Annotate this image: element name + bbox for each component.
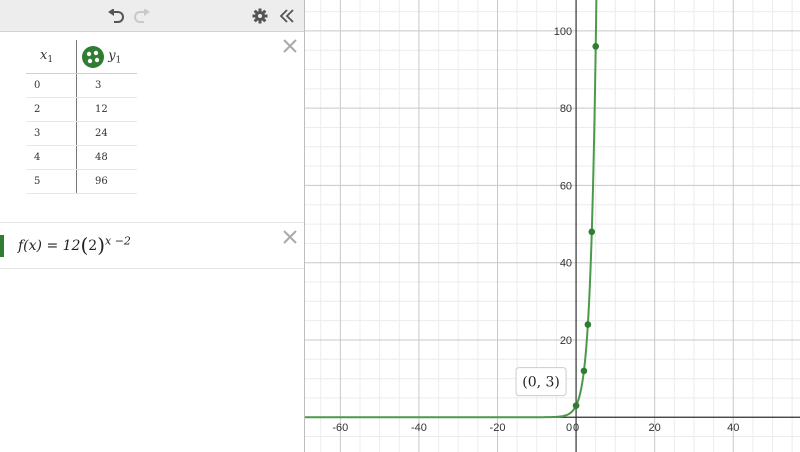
expression-toolbar [0,0,304,32]
data-point[interactable] [588,228,595,235]
expression-color-indicator[interactable] [0,235,4,257]
table-cell-x[interactable]: 3 [26,122,77,146]
x-tick-label: -40 [410,422,427,435]
table-cell-x[interactable]: 0 [26,74,77,98]
table-cell-y[interactable]: 24 [77,122,138,146]
data-point[interactable] [592,43,599,50]
x-tick-label: -60 [332,422,349,435]
table-cell-y[interactable]: 3 [77,74,138,98]
graph-canvas[interactable] [305,0,800,452]
collapse-panel-button[interactable] [275,4,299,28]
point-label: (0, 3) [522,374,560,391]
redo-icon [133,9,151,23]
table-cell-x[interactable]: 2 [26,98,77,122]
data-table [26,40,137,194]
function-formula[interactable]: $f(x) = 12(2)^{x -2}$ [18,233,131,257]
table-row [26,146,137,170]
table-cell-x[interactable]: 4 [26,146,77,170]
table-expression[interactable] [0,32,304,223]
undo-icon [107,9,125,23]
data-point[interactable] [585,321,592,328]
column-header-x1[interactable]: x1 [26,40,77,74]
close-icon[interactable] [282,38,298,54]
data-point[interactable] [573,402,580,409]
points-icon[interactable] [81,45,105,69]
y-tick-label: 40 [559,257,573,270]
x-tick-label: 40 [727,422,740,435]
column-header-y1[interactable]: y1 [77,40,138,74]
y-tick-label: 20 [559,334,573,347]
x-tick-label: 0 [573,422,580,435]
function-expression[interactable] [0,223,304,269]
table-cell-y[interactable]: 96 [77,170,138,194]
data-point[interactable] [581,368,588,375]
table-cell-x[interactable]: 5 [26,170,77,194]
undo-button[interactable] [104,4,128,28]
close-icon[interactable] [282,229,298,245]
settings-button[interactable] [248,4,272,28]
function-curve[interactable] [305,0,597,417]
double-chevron-left-icon [279,8,295,24]
x-tick-label: -20 [489,422,506,435]
table-row [26,74,137,98]
origin-label: 0 [565,422,573,435]
redo-button[interactable] [130,4,154,28]
table-row [26,122,137,146]
table-cell-y[interactable]: 48 [77,146,138,170]
y-tick-label: 60 [559,180,573,193]
x-tick-label: 20 [648,422,661,435]
expression-panel [0,0,305,452]
table-row [26,98,137,122]
table-cell-y[interactable]: 12 [77,98,138,122]
table-row [26,170,137,194]
y-tick-label: 100 [553,25,573,38]
gear-icon [252,8,268,24]
y-tick-label: 80 [559,103,573,116]
